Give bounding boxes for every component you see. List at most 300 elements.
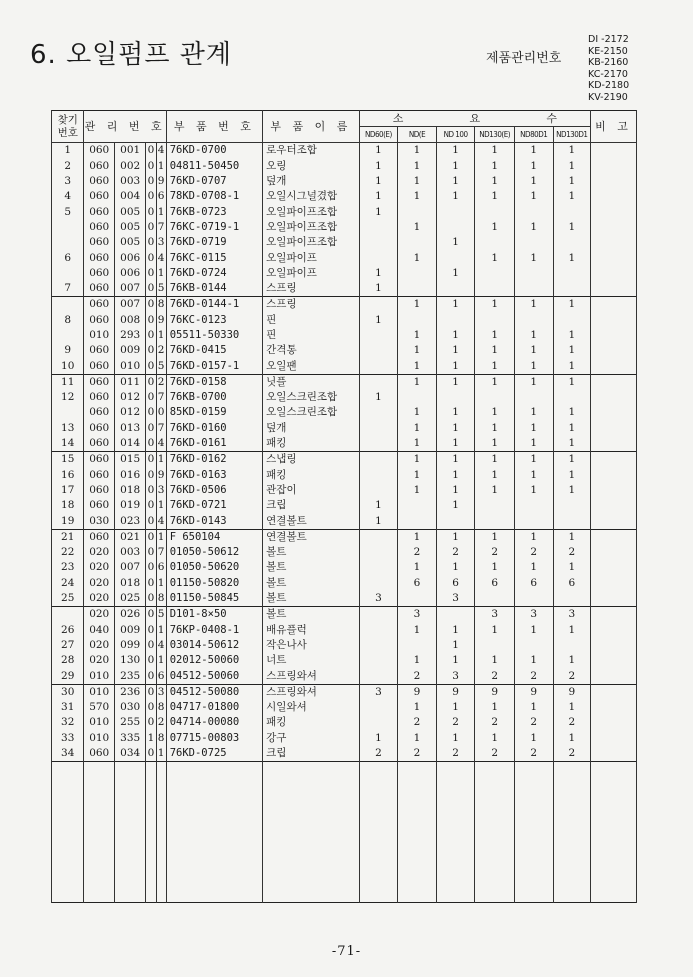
mgmt-no-group-cell: 060 bbox=[84, 204, 114, 219]
find-no-cell bbox=[52, 297, 84, 313]
quantity-cell: 2 bbox=[475, 545, 515, 560]
mgmt-no-serial-cell: 012 bbox=[114, 405, 145, 420]
table-row bbox=[52, 281, 637, 297]
quantity-cell: 1 bbox=[475, 529, 515, 545]
part-name-cell: 볼트 bbox=[263, 607, 359, 623]
mgmt-no-check-cell: 4 bbox=[156, 250, 166, 265]
quantity-cell bbox=[514, 266, 553, 281]
remarks-cell bbox=[591, 421, 637, 436]
remarks-cell bbox=[591, 390, 637, 405]
find-no-cell: 12 bbox=[52, 390, 84, 405]
quantity-cell bbox=[436, 513, 475, 529]
mgmt-no-check-cell: 1 bbox=[156, 576, 166, 591]
quantity-cell: 3 bbox=[359, 591, 398, 607]
remarks-cell bbox=[591, 250, 637, 265]
mgmt-no-serial-cell: 034 bbox=[114, 746, 145, 762]
table-row bbox=[52, 529, 637, 545]
mgmt-no-serial-cell: 007 bbox=[114, 297, 145, 313]
quantity-cell bbox=[436, 204, 475, 219]
quantity-cell: 6 bbox=[436, 576, 475, 591]
quantity-cell: 1 bbox=[398, 143, 437, 159]
quantity-cell bbox=[398, 390, 437, 405]
quantity-cell bbox=[359, 358, 398, 374]
part-no-cell: 76KD-0160 bbox=[166, 421, 262, 436]
quantity-cell bbox=[359, 405, 398, 420]
quantity-cell bbox=[359, 483, 398, 498]
mgmt-no-group-cell: 060 bbox=[84, 374, 114, 390]
part-no-cell: 76KP-0408-1 bbox=[166, 623, 262, 638]
mgmt-no-digit-cell: 0 bbox=[146, 159, 156, 174]
empty-cell bbox=[591, 762, 637, 903]
mgmt-no-check-cell: 1 bbox=[156, 529, 166, 545]
quantity-cell bbox=[514, 390, 553, 405]
find-no-cell bbox=[52, 220, 84, 235]
model-code: DI -2172 bbox=[588, 34, 629, 45]
empty-cell bbox=[553, 762, 591, 903]
part-no-cell: 04811-50450 bbox=[166, 159, 262, 174]
part-no-cell: 76KB-0144 bbox=[166, 281, 262, 297]
quantity-cell: 1 bbox=[398, 700, 437, 715]
part-name-cell: 오일파이프 bbox=[263, 250, 359, 265]
find-no-cell: 26 bbox=[52, 623, 84, 638]
part-no-cell: 04512-50060 bbox=[166, 668, 262, 684]
remarks-cell bbox=[591, 746, 637, 762]
quantity-cell: 1 bbox=[553, 436, 591, 452]
table-row bbox=[52, 684, 637, 700]
mgmt-no-group-cell: 060 bbox=[84, 498, 114, 513]
quantity-cell: 3 bbox=[475, 607, 515, 623]
quantity-cell: 2 bbox=[398, 715, 437, 730]
remarks-cell bbox=[591, 623, 637, 638]
mgmt-no-group-cell: 020 bbox=[84, 591, 114, 607]
quantity-cell: 6 bbox=[398, 576, 437, 591]
quantity-cell bbox=[514, 281, 553, 297]
quantity-cell: 1 bbox=[553, 529, 591, 545]
quantity-cell: 1 bbox=[514, 297, 553, 313]
table-row bbox=[52, 374, 637, 390]
quantity-cell: 1 bbox=[475, 468, 515, 483]
table-row bbox=[52, 343, 637, 358]
part-name-cell: 강구 bbox=[263, 731, 359, 746]
quantity-cell: 2 bbox=[514, 545, 553, 560]
find-no-cell: 23 bbox=[52, 560, 84, 575]
find-no-cell: 27 bbox=[52, 638, 84, 653]
quantity-cell bbox=[553, 513, 591, 529]
empty-cell bbox=[114, 762, 145, 903]
mgmt-no-group-cell: 020 bbox=[84, 638, 114, 653]
part-no-cell: 76KD-0157-1 bbox=[166, 358, 262, 374]
model-list bbox=[588, 34, 629, 104]
quantity-cell bbox=[398, 591, 437, 607]
part-no-cell: 76KB-0700 bbox=[166, 390, 262, 405]
part-no-cell: 76KD-0162 bbox=[166, 452, 262, 468]
mgmt-no-serial-cell: 236 bbox=[114, 684, 145, 700]
table-row bbox=[52, 746, 637, 762]
part-no-cell: 01150-50820 bbox=[166, 576, 262, 591]
part-name-cell: 볼트 bbox=[263, 545, 359, 560]
part-no-cell: 03014-50612 bbox=[166, 638, 262, 653]
quantity-cell: 1 bbox=[475, 436, 515, 452]
part-name-cell: 덮개 bbox=[263, 421, 359, 436]
find-no-cell: 18 bbox=[52, 498, 84, 513]
mgmt-no-group-cell: 060 bbox=[84, 436, 114, 452]
part-name-cell: 닛플 bbox=[263, 374, 359, 390]
table-row bbox=[52, 638, 637, 653]
mgmt-no-digit-cell: 0 bbox=[146, 358, 156, 374]
part-no-cell: 02012-50060 bbox=[166, 653, 262, 668]
quantity-cell bbox=[475, 513, 515, 529]
table-row bbox=[52, 668, 637, 684]
qty-char: 수 bbox=[546, 112, 558, 125]
part-no-cell: F 650104 bbox=[166, 529, 262, 545]
part-name-cell: 볼트 bbox=[263, 591, 359, 607]
part-no-cell: 01050-50620 bbox=[166, 560, 262, 575]
table-row bbox=[52, 266, 637, 281]
quantity-cell: 1 bbox=[359, 390, 398, 405]
part-name-cell: 패킹 bbox=[263, 436, 359, 452]
mgmt-no-digit-cell: 0 bbox=[146, 452, 156, 468]
mgmt-no-check-cell: 7 bbox=[156, 545, 166, 560]
quantity-cell: 1 bbox=[475, 731, 515, 746]
mgmt-no-group-cell: 020 bbox=[84, 607, 114, 623]
mgmt-no-check-cell: 1 bbox=[156, 498, 166, 513]
quantity-cell: 1 bbox=[475, 159, 515, 174]
quantity-cell bbox=[436, 281, 475, 297]
quantity-cell bbox=[436, 607, 475, 623]
mgmt-no-serial-cell: 005 bbox=[114, 235, 145, 250]
find-no-cell: 4 bbox=[52, 189, 84, 204]
find-no-cell: 11 bbox=[52, 374, 84, 390]
mgmt-no-check-cell: 5 bbox=[156, 281, 166, 297]
quantity-cell bbox=[553, 266, 591, 281]
quantity-cell: 2 bbox=[553, 668, 591, 684]
empty-cell bbox=[52, 762, 84, 903]
remarks-cell bbox=[591, 328, 637, 343]
quantity-cell: 1 bbox=[398, 189, 437, 204]
mgmt-no-serial-cell: 025 bbox=[114, 591, 145, 607]
quantity-cell: 1 bbox=[398, 452, 437, 468]
quantity-cell: 1 bbox=[436, 174, 475, 189]
quantity-cell bbox=[436, 313, 475, 328]
part-no-cell: 76KD-0143 bbox=[166, 513, 262, 529]
part-no-cell: 01150-50845 bbox=[166, 591, 262, 607]
quantity-cell: 1 bbox=[514, 174, 553, 189]
quantity-cell bbox=[514, 313, 553, 328]
remarks-cell bbox=[591, 313, 637, 328]
quantity-cell: 1 bbox=[359, 174, 398, 189]
mgmt-no-digit-cell: 0 bbox=[146, 405, 156, 420]
quantity-cell: 1 bbox=[398, 343, 437, 358]
mgmt-no-serial-cell: 018 bbox=[114, 576, 145, 591]
quantity-cell: 1 bbox=[475, 560, 515, 575]
quantity-cell: 1 bbox=[553, 560, 591, 575]
mgmt-no-serial-cell: 018 bbox=[114, 483, 145, 498]
quantity-cell: 1 bbox=[475, 483, 515, 498]
quantity-cell: 1 bbox=[514, 374, 553, 390]
find-no-cell: 22 bbox=[52, 545, 84, 560]
table-row bbox=[52, 313, 637, 328]
remarks-cell bbox=[591, 143, 637, 159]
quantity-cell: 1 bbox=[436, 328, 475, 343]
mgmt-no-group-cell: 060 bbox=[84, 390, 114, 405]
remarks-cell bbox=[591, 731, 637, 746]
find-no-cell: 6 bbox=[52, 250, 84, 265]
quantity-cell bbox=[359, 343, 398, 358]
mgmt-no-digit-cell: 0 bbox=[146, 576, 156, 591]
find-no-cell: 25 bbox=[52, 591, 84, 607]
table-row bbox=[52, 607, 637, 623]
find-no-cell bbox=[52, 235, 84, 250]
mgmt-no-digit-cell: 0 bbox=[146, 328, 156, 343]
quantity-cell: 1 bbox=[553, 343, 591, 358]
mgmt-no-check-cell: 1 bbox=[156, 746, 166, 762]
table-row bbox=[52, 405, 637, 420]
mgmt-no-serial-cell: 006 bbox=[114, 250, 145, 265]
quantity-cell: 2 bbox=[514, 668, 553, 684]
quantity-cell: 1 bbox=[436, 405, 475, 420]
empty-cell bbox=[146, 762, 156, 903]
mgmt-no-group-cell: 010 bbox=[84, 731, 114, 746]
table-row bbox=[52, 576, 637, 591]
quantity-cell: 1 bbox=[514, 343, 553, 358]
mgmt-no-group-cell: 060 bbox=[84, 452, 114, 468]
find-no-cell: 13 bbox=[52, 421, 84, 436]
quantity-cell bbox=[514, 235, 553, 250]
quantity-cell bbox=[398, 266, 437, 281]
table-row bbox=[52, 297, 637, 313]
part-name-cell: 오일파이프조합 bbox=[263, 204, 359, 219]
quantity-cell: 3 bbox=[514, 607, 553, 623]
part-name-cell: 간격통 bbox=[263, 343, 359, 358]
table-row bbox=[52, 328, 637, 343]
mgmt-no-digit-cell: 0 bbox=[146, 607, 156, 623]
quantity-cell: 1 bbox=[553, 731, 591, 746]
remarks-cell bbox=[591, 483, 637, 498]
quantity-cell: 1 bbox=[514, 529, 553, 545]
quantity-cell: 1 bbox=[359, 313, 398, 328]
mgmt-no-serial-cell: 001 bbox=[114, 143, 145, 159]
part-no-cell: 85KD-0159 bbox=[166, 405, 262, 420]
mgmt-no-check-cell: 6 bbox=[156, 560, 166, 575]
quantity-cell: 1 bbox=[398, 436, 437, 452]
quantity-cell: 2 bbox=[398, 668, 437, 684]
table-row bbox=[52, 653, 637, 668]
mgmt-no-check-cell: 4 bbox=[156, 513, 166, 529]
quantity-cell: 2 bbox=[475, 715, 515, 730]
part-no-cell: 76KD-0707 bbox=[166, 174, 262, 189]
part-no-cell: 01050-50612 bbox=[166, 545, 262, 560]
find-no-cell: 19 bbox=[52, 513, 84, 529]
quantity-cell: 6 bbox=[514, 576, 553, 591]
quantity-cell bbox=[514, 638, 553, 653]
mgmt-no-check-cell: 1 bbox=[156, 266, 166, 281]
mgmt-no-group-cell: 060 bbox=[84, 250, 114, 265]
quantity-cell bbox=[475, 638, 515, 653]
quantity-cell bbox=[359, 700, 398, 715]
mgmt-no-digit-cell: 0 bbox=[146, 513, 156, 529]
mgmt-no-check-cell: 5 bbox=[156, 358, 166, 374]
quantity-cell bbox=[475, 266, 515, 281]
table-row bbox=[52, 436, 637, 452]
quantity-cell: 1 bbox=[359, 731, 398, 746]
remarks-header: 비 고 bbox=[591, 111, 637, 143]
part-no-cell: 76KD-0163 bbox=[166, 468, 262, 483]
quantity-cell: 9 bbox=[514, 684, 553, 700]
empty-cell bbox=[156, 762, 166, 903]
mgmt-no-group-cell: 060 bbox=[84, 468, 114, 483]
mgmt-no-check-cell: 1 bbox=[156, 328, 166, 343]
quantity-cell: 1 bbox=[436, 189, 475, 204]
part-name-header: 부 품 이 름 bbox=[263, 111, 359, 143]
empty-cell bbox=[359, 762, 398, 903]
mgmt-no-serial-cell: 255 bbox=[114, 715, 145, 730]
quantity-cell bbox=[475, 313, 515, 328]
quantity-cell: 1 bbox=[398, 483, 437, 498]
quantity-cell: 1 bbox=[475, 343, 515, 358]
part-no-cell: 76KC-0115 bbox=[166, 250, 262, 265]
quantity-cell: 2 bbox=[475, 668, 515, 684]
quantity-cell: 2 bbox=[436, 715, 475, 730]
quantity-cell: 1 bbox=[436, 421, 475, 436]
remarks-cell bbox=[591, 159, 637, 174]
part-name-cell: 연결볼트 bbox=[263, 513, 359, 529]
mgmt-no-serial-cell: 007 bbox=[114, 281, 145, 297]
quantity-cell: 1 bbox=[359, 143, 398, 159]
quantity-cell: 1 bbox=[398, 529, 437, 545]
quantity-cell: 1 bbox=[553, 421, 591, 436]
mgmt-no-group-cell: 020 bbox=[84, 560, 114, 575]
mgmt-no-check-cell: 7 bbox=[156, 390, 166, 405]
quantity-cell: 1 bbox=[436, 358, 475, 374]
mgmt-no-serial-cell: 011 bbox=[114, 374, 145, 390]
remarks-cell bbox=[591, 266, 637, 281]
quantity-cell: 1 bbox=[436, 374, 475, 390]
part-no-cell: 04512-50080 bbox=[166, 684, 262, 700]
part-name-cell: 오일파이프조합 bbox=[263, 235, 359, 250]
mgmt-no-digit-cell: 0 bbox=[146, 468, 156, 483]
table-row bbox=[52, 498, 637, 513]
table-row bbox=[52, 390, 637, 405]
quantity-cell: 2 bbox=[436, 545, 475, 560]
quantity-cell bbox=[359, 436, 398, 452]
mgmt-no-digit-cell: 0 bbox=[146, 266, 156, 281]
quantity-cell bbox=[553, 281, 591, 297]
remarks-cell bbox=[591, 297, 637, 313]
mgmt-no-serial-cell: 002 bbox=[114, 159, 145, 174]
quantity-cell: 1 bbox=[398, 653, 437, 668]
mgmt-no-digit-cell: 0 bbox=[146, 653, 156, 668]
find-no-cell: 5 bbox=[52, 204, 84, 219]
quantity-cell bbox=[475, 591, 515, 607]
mgmt-no-serial-cell: 335 bbox=[114, 731, 145, 746]
part-name-cell: 볼트 bbox=[263, 560, 359, 575]
mgmt-no-serial-cell: 009 bbox=[114, 623, 145, 638]
mgmt-no-header: 관 리 번 호 bbox=[84, 111, 166, 143]
remarks-cell bbox=[591, 204, 637, 219]
quantity-cell: 1 bbox=[475, 623, 515, 638]
part-name-cell: 오일파이프 bbox=[263, 266, 359, 281]
mgmt-no-check-cell: 6 bbox=[156, 189, 166, 204]
mgmt-no-serial-cell: 021 bbox=[114, 529, 145, 545]
table-row bbox=[52, 483, 637, 498]
quantity-cell: 1 bbox=[359, 513, 398, 529]
find-no-cell: 3 bbox=[52, 174, 84, 189]
quantity-cell: 2 bbox=[475, 746, 515, 762]
mgmt-no-serial-cell: 023 bbox=[114, 513, 145, 529]
quantity-cell: 1 bbox=[553, 189, 591, 204]
quantity-cell: 2 bbox=[553, 715, 591, 730]
quantity-cell: 1 bbox=[553, 405, 591, 420]
mgmt-no-serial-cell: 003 bbox=[114, 545, 145, 560]
part-no-cell: 76KD-0158 bbox=[166, 374, 262, 390]
mgmt-no-check-cell: 5 bbox=[156, 607, 166, 623]
quantity-cell: 1 bbox=[475, 250, 515, 265]
mgmt-no-digit-cell: 0 bbox=[146, 684, 156, 700]
remarks-cell bbox=[591, 374, 637, 390]
mgmt-no-serial-cell: 010 bbox=[114, 358, 145, 374]
quantity-cell: 1 bbox=[475, 143, 515, 159]
quantity-cell: 2 bbox=[398, 545, 437, 560]
part-no-cell: 05511-50330 bbox=[166, 328, 262, 343]
find-no-cell: 1 bbox=[52, 143, 84, 159]
qty-col-header: ND130D1 bbox=[553, 127, 591, 143]
remarks-cell bbox=[591, 607, 637, 623]
quantity-cell: 1 bbox=[475, 653, 515, 668]
mgmt-no-digit-cell: 0 bbox=[146, 189, 156, 204]
quantity-cell: 1 bbox=[553, 297, 591, 313]
quantity-cell: 9 bbox=[553, 684, 591, 700]
quantity-cell: 1 bbox=[514, 159, 553, 174]
quantity-cell bbox=[359, 297, 398, 313]
remarks-cell bbox=[591, 358, 637, 374]
mgmt-no-group-cell: 060 bbox=[84, 189, 114, 204]
table-row bbox=[52, 623, 637, 638]
quantity-cell: 2 bbox=[436, 746, 475, 762]
quantity-cell: 1 bbox=[398, 421, 437, 436]
part-name-cell: 오일시그널겼합 bbox=[263, 189, 359, 204]
find-no-cell: 15 bbox=[52, 452, 84, 468]
qty-col-header: ND 100 bbox=[436, 127, 475, 143]
mgmt-no-check-cell: 0 bbox=[156, 405, 166, 420]
part-no-header: 부 품 번 호 bbox=[166, 111, 262, 143]
part-name-cell: 관잡이 bbox=[263, 483, 359, 498]
mgmt-no-digit-cell: 0 bbox=[146, 591, 156, 607]
remarks-cell bbox=[591, 452, 637, 468]
quantity-cell bbox=[359, 328, 398, 343]
mgmt-no-digit-cell: 0 bbox=[146, 143, 156, 159]
quantity-cell: 1 bbox=[398, 468, 437, 483]
quantity-cell: 1 bbox=[514, 452, 553, 468]
remarks-cell bbox=[591, 498, 637, 513]
find-no-cell bbox=[52, 607, 84, 623]
mgmt-no-digit-cell: 0 bbox=[146, 204, 156, 219]
quantity-cell: 1 bbox=[398, 250, 437, 265]
quantity-cell bbox=[553, 390, 591, 405]
remarks-cell bbox=[591, 529, 637, 545]
quantity-cell: 1 bbox=[398, 328, 437, 343]
quantity-cell bbox=[436, 220, 475, 235]
mgmt-no-check-cell: 2 bbox=[156, 343, 166, 358]
remarks-cell bbox=[591, 189, 637, 204]
mgmt-no-check-cell: 9 bbox=[156, 174, 166, 189]
remarks-cell bbox=[591, 468, 637, 483]
quantity-cell: 6 bbox=[475, 576, 515, 591]
qty-col-header: ND(E bbox=[398, 127, 437, 143]
mgmt-no-digit-cell: 0 bbox=[146, 313, 156, 328]
quantity-cell bbox=[398, 513, 437, 529]
part-no-cell: 76KC-0123 bbox=[166, 313, 262, 328]
quantity-cell bbox=[359, 560, 398, 575]
